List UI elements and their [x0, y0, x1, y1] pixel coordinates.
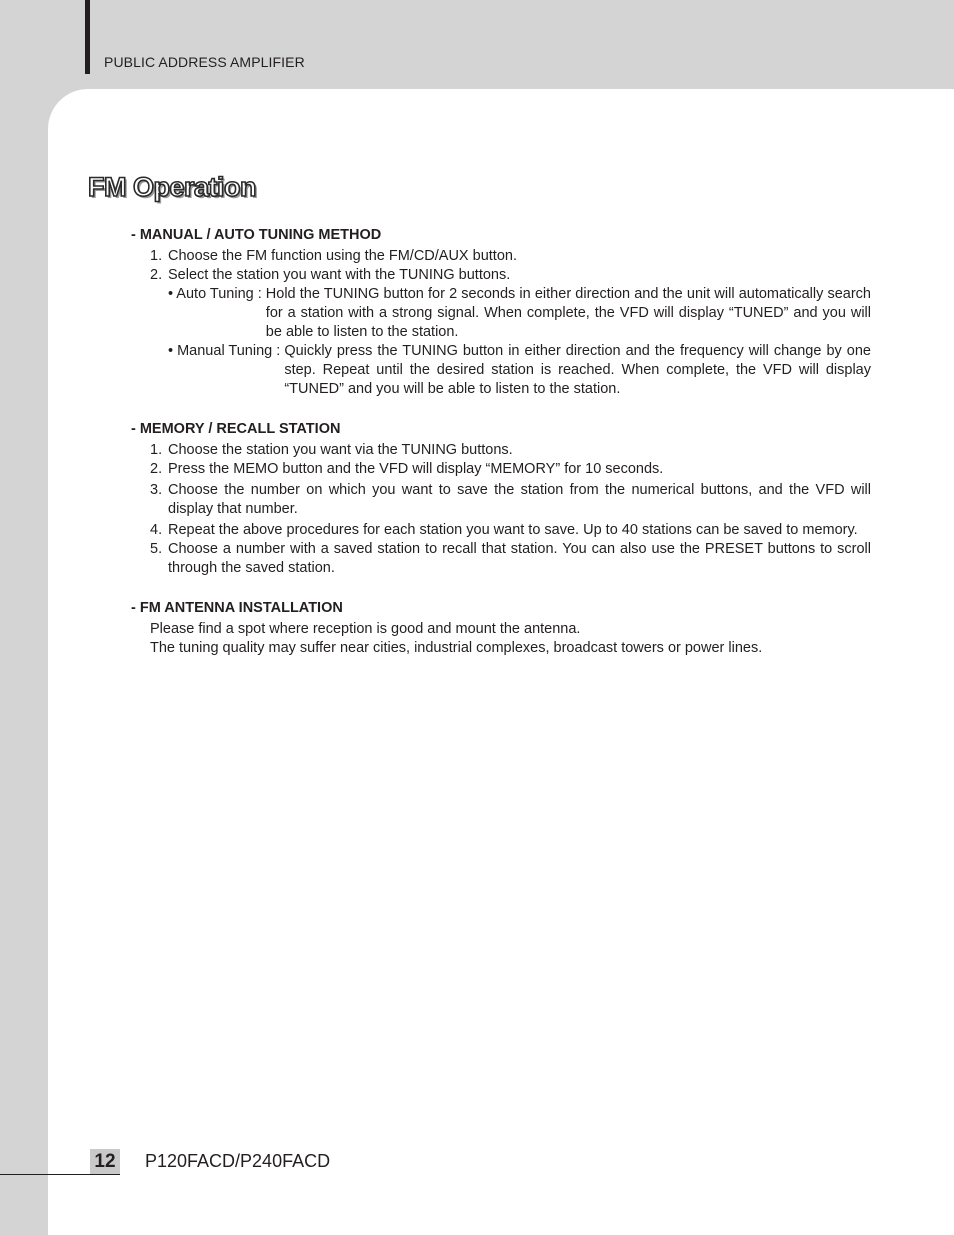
- list-text: Select the station you want with the TUNING buttons.: [168, 267, 511, 283]
- list-item: [131, 266, 871, 285]
- list-number: 5.: [150, 541, 163, 557]
- list-text: Repeat the above procedures for each station you want to save. Up to 40 stations can be saved to memory.: [168, 522, 858, 538]
- page-title: FM Operation: [88, 172, 256, 202]
- section-memory: [131, 420, 871, 578]
- list-item: [131, 540, 871, 578]
- section-tuning: [131, 226, 871, 399]
- model-number: P120FACD/P240FACD: [145, 1151, 331, 1171]
- list-text: Press the MEMO button and the VFD will display “MEMORY” for 10 seconds.: [168, 461, 664, 477]
- list-number: 4.: [150, 522, 163, 538]
- list-item: [131, 481, 871, 519]
- list-number: 1.: [150, 442, 163, 458]
- header-label: PUBLIC ADDRESS AMPLIFIER: [104, 54, 305, 70]
- list-number: 1.: [150, 248, 163, 264]
- paragraph-line: Please find a spot where reception is good and mount the antenna.: [150, 621, 581, 637]
- section-heading: - FM ANTENNA INSTALLATION: [131, 600, 343, 616]
- list-number: 2.: [150, 461, 163, 477]
- list-text: Choose the number on which you want to save the station from the numerical buttons, and the VFD will display that number.: [168, 482, 871, 517]
- bullet-label: • Auto Tuning :: [168, 286, 266, 302]
- list-text: Choose a number with a saved station to recall that station. You can also use the PRESET buttons to scroll through the saved station.: [168, 541, 871, 576]
- section-heading: - MEMORY / RECALL STATION: [131, 421, 341, 437]
- bullet-label: • Manual Tuning :: [168, 343, 285, 359]
- list-text: Choose the FM function using the FM/CD/AUX button.: [168, 248, 517, 264]
- bullet-auto-tuning: [131, 285, 871, 342]
- list-number: 2.: [150, 267, 163, 283]
- list-number: 3.: [150, 482, 163, 498]
- bullet-text: Quickly press the TUNING button in either direction and the frequency will change by one step. Repeat until the desired station is reached. When complete, the VFD will display “TUNED” and you will be able to listen to the station.: [284, 343, 871, 397]
- page-number: 12: [90, 1149, 120, 1174]
- paragraph-line: The tuning quality may suffer near cities, industrial complexes, broadcast towers or power lines.: [150, 640, 763, 656]
- footer-rule: [0, 1174, 120, 1175]
- list-item: [131, 441, 871, 460]
- list-item: [131, 460, 871, 479]
- list-item: [131, 247, 871, 266]
- section-antenna: [131, 599, 871, 658]
- bullet-manual-tuning: [131, 342, 871, 399]
- header-accent-bar: [85, 0, 90, 74]
- list-text: Choose the station you want via the TUNING buttons.: [168, 442, 513, 458]
- section-heading: - MANUAL / AUTO TUNING METHOD: [131, 227, 382, 243]
- bullet-text: Hold the TUNING button for 2 seconds in either direction and the unit will automatically search for a station with a strong signal. When complete, the VFD will display “TUNED” and you will be able to listen to the station.: [265, 286, 871, 340]
- list-item: [131, 521, 871, 540]
- content-body: [131, 226, 871, 658]
